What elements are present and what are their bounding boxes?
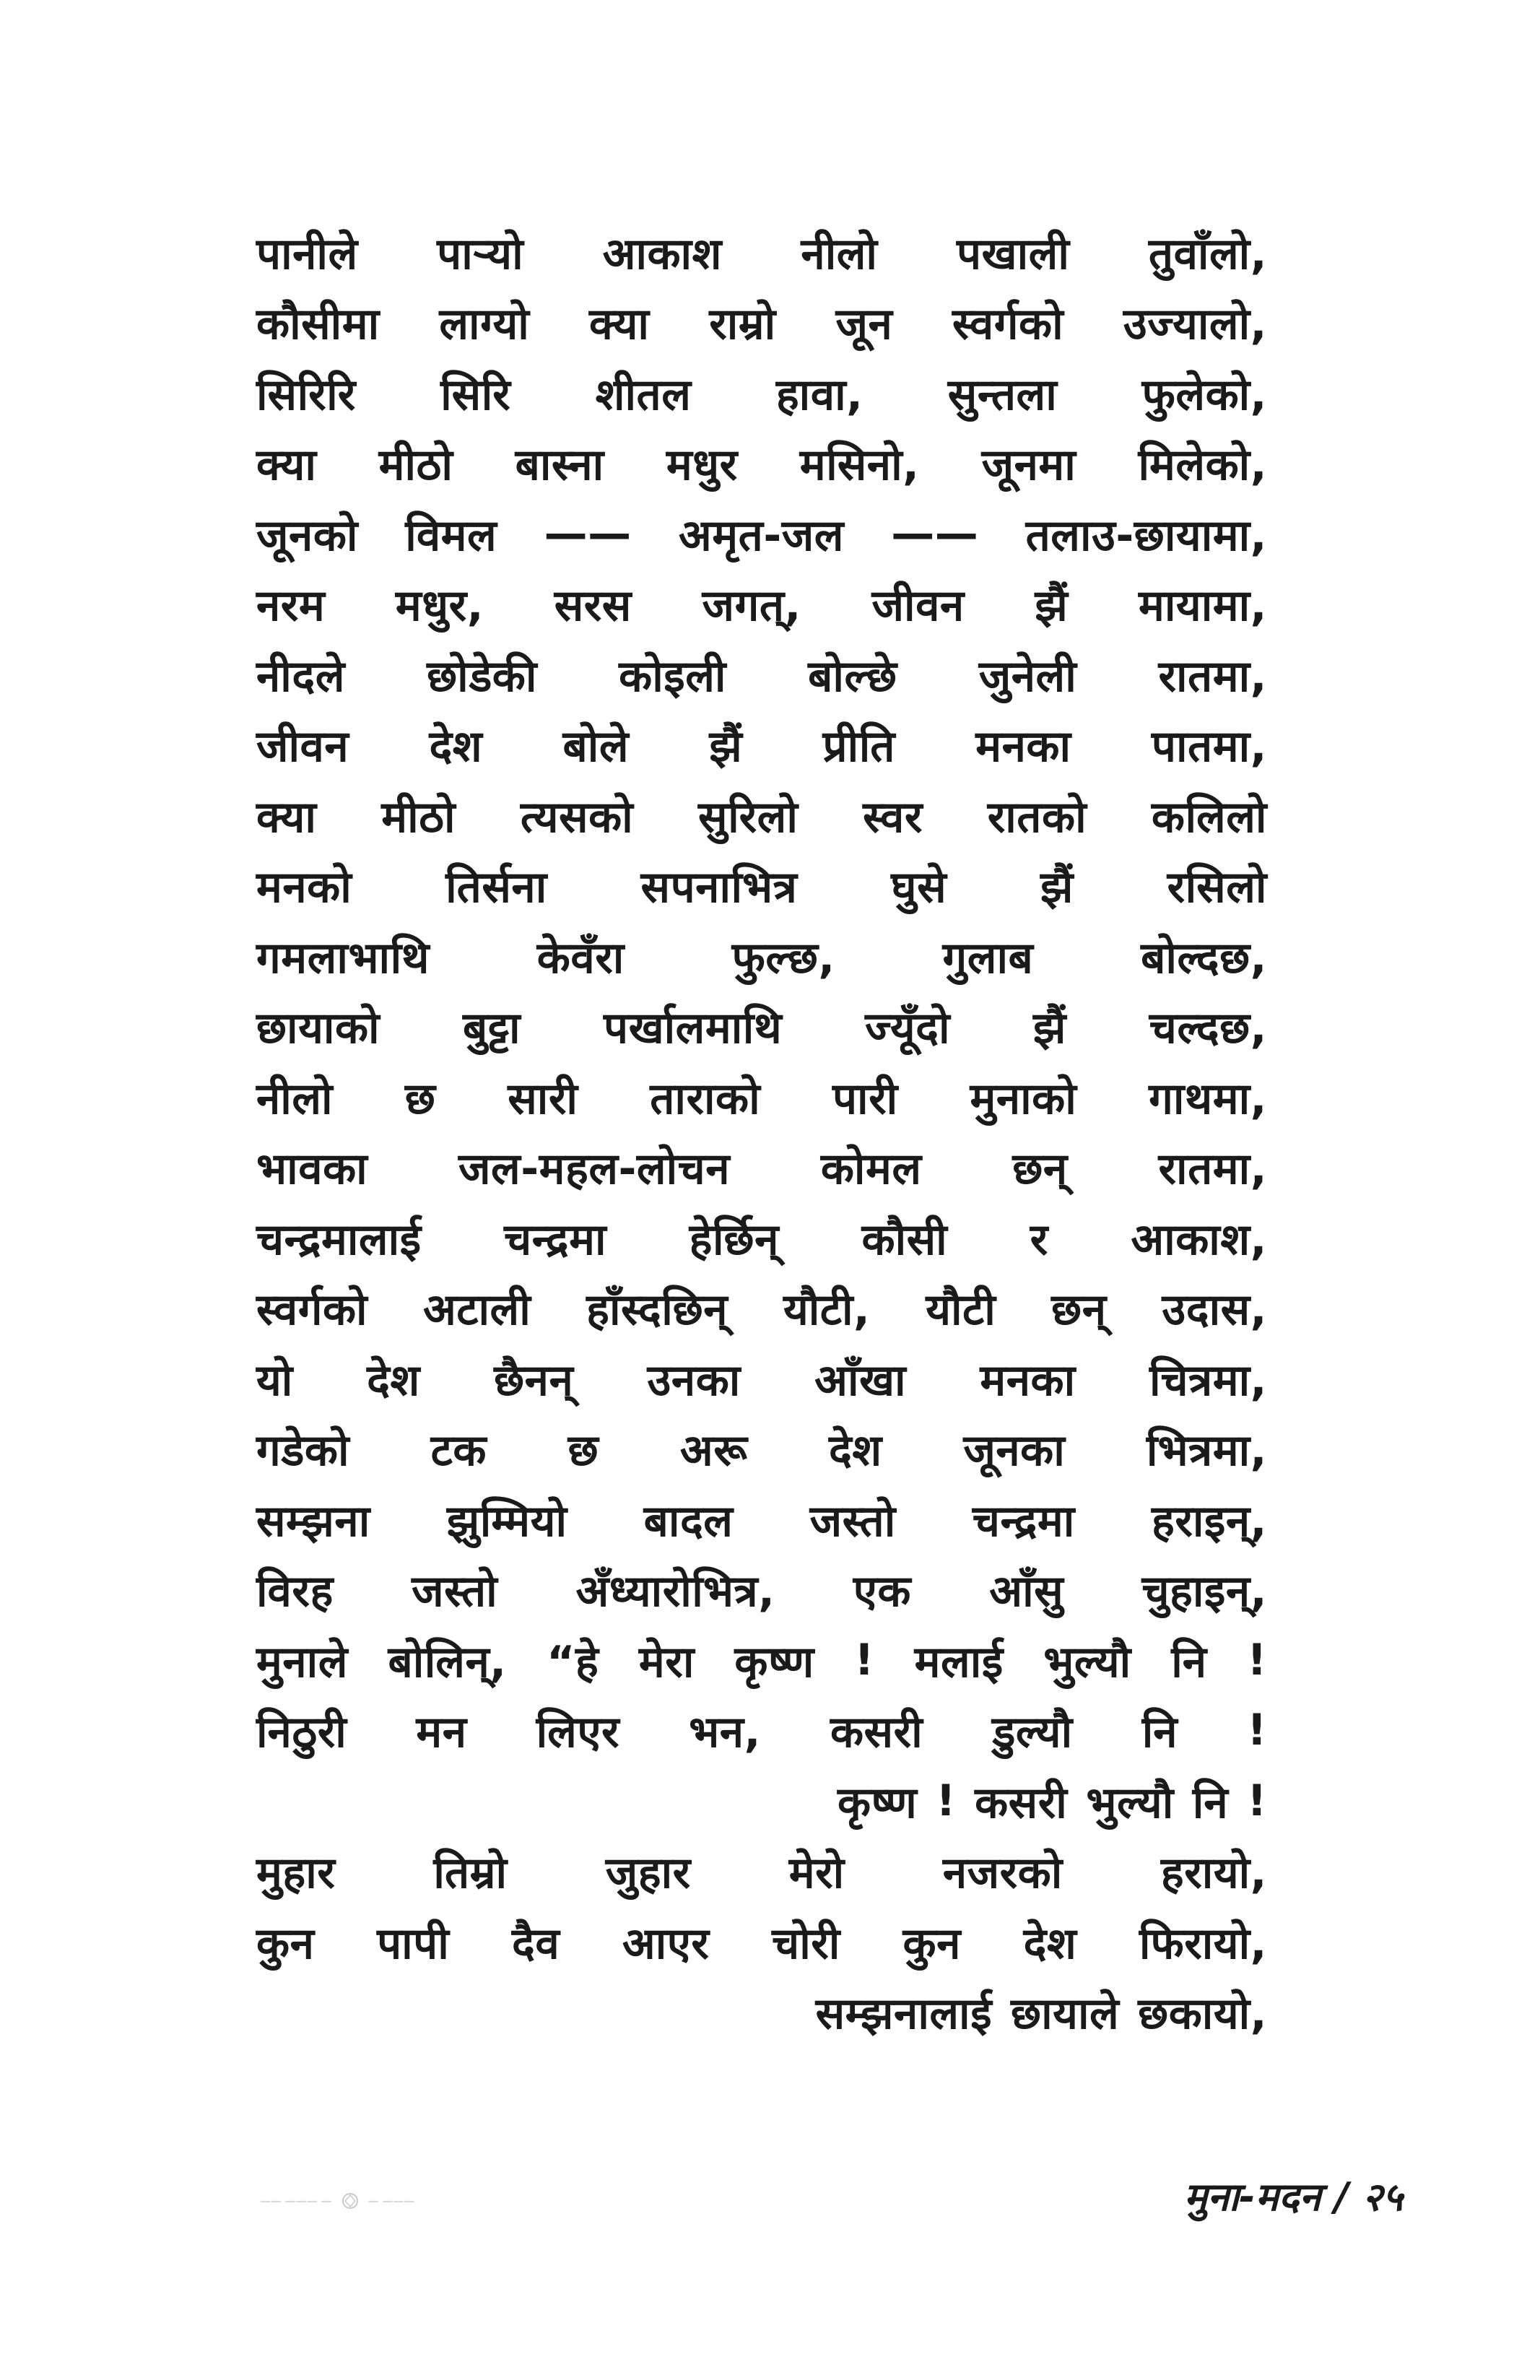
poem-word: मन [416,1707,467,1758]
poem-line [256,1836,1267,1907]
poem-line [256,1273,1267,1344]
poem-word: छैनन् [494,1355,574,1406]
poem-word: जूनमा [981,440,1076,491]
poem-word: उज्यालो, [1123,299,1267,350]
poem-word: अरू [679,1425,748,1477]
poem-word: कृष्ण [837,1777,918,1828]
poem-word: कसरी [975,1777,1068,1828]
poem-word: स्वर [863,791,923,843]
poem-word: चन्द्रमा [972,1495,1075,1547]
poem-word: कौसी [861,1214,948,1265]
poem-line [256,639,1267,710]
publisher-emblem-icon [339,2192,361,2210]
poem-word: सम्झनालाई [815,1989,993,2040]
poem-word: गडेको [256,1425,349,1477]
poem-word: पानीले [256,228,358,279]
poem-word: यौटी [926,1285,996,1336]
poem-word: बोलिन्, [388,1636,507,1688]
poem-word: मिलेको, [1138,440,1267,491]
poem-word: क्या [589,299,650,350]
poem-word: नीलो [801,228,878,279]
poem-word: सुन्तला [947,369,1058,420]
poem-word: जस्तो [809,1495,896,1547]
poem-word: आकाश, [1131,1214,1267,1265]
poem-word: क्या [256,440,317,491]
poem-word: बुट्टा [462,1003,521,1054]
poem-word: कुन [256,1918,315,1969]
poem-word: मनको [256,862,352,913]
poem-word: देश [1023,1918,1077,1969]
poem-line [256,1202,1267,1273]
poem-word: यो [256,1355,293,1406]
poem-word: दैव [511,1918,560,1969]
poem-word: पापी [377,1918,450,1969]
poem-line [256,428,1267,499]
poem-word: झैं [1035,581,1069,632]
poem-line [256,1977,1267,2048]
poem-word: हराइन्, [1151,1495,1267,1547]
poem-word: मीठो [381,791,456,843]
poem-line [256,1484,1267,1555]
poem-word: तलाउ-छायामा, [1025,510,1267,561]
poem-word: एक [853,1566,911,1617]
poem-line [256,710,1267,781]
poem-word: शीतल [595,369,692,420]
poem-line [256,357,1267,428]
poem-word: ! [1247,1705,1267,1756]
poem-word: जीवन [871,581,965,632]
poem-line [256,217,1267,287]
poem-word: जगत्, [702,581,801,632]
poem-word: चित्रमा, [1149,1355,1267,1406]
poem-word: भावका [256,1144,368,1195]
poem-word: भुल्यौ [1043,1636,1131,1688]
poem-word: हावा, [775,369,863,420]
poem-word: छ [404,1073,436,1124]
publisher-imprint [260,2192,414,2210]
poem-word: छायाको [256,1003,380,1054]
poem-word: —— [891,508,979,559]
poem-word: फुलेको, [1141,369,1267,420]
poem-line [256,921,1267,991]
poem-word: देश [429,721,483,773]
poem-word: राम्रो [709,299,776,350]
poem-word: पखाली [956,228,1070,279]
poem-word: कोमल [820,1144,922,1195]
poem-word: उदास, [1162,1285,1267,1336]
poem-word: जूनका [963,1425,1066,1477]
poem-word: ! [1247,1634,1267,1685]
poem-word: कलिलो [1151,791,1267,843]
poem-word: नि [1141,1707,1178,1758]
poem-word: मनका [975,721,1071,773]
poem-word: घुसे [891,862,947,913]
poem-word: रसिलो [1167,862,1267,913]
poem-word: स्वर्गको [256,1285,368,1336]
poem-word: हाँस्दछिन् [586,1285,728,1336]
poem-word: पातमा, [1151,721,1267,773]
poem-word: तिर्सना [445,862,547,913]
poem-word: प्रीति [822,721,895,773]
poem-word: उनका [647,1355,741,1406]
poem-word: सारी [508,1073,578,1124]
poem-word: भन, [689,1707,761,1758]
poem-line [256,287,1267,358]
poem-word: मनका [980,1355,1076,1406]
poem-word: नीदले [256,651,345,702]
poem-word: चल्दछ, [1149,1003,1267,1054]
poem-word: मीठो [378,440,453,491]
poem-word: अमृत-जल [678,510,844,561]
poem-word: टक [430,1425,487,1477]
poem-word: आकाश [602,228,722,279]
poem-word: जुहार [605,1848,691,1899]
poem-word: जुनेली [978,651,1077,702]
poem-body [256,217,1267,2047]
poem-word: नि [1171,1636,1207,1688]
poem-word: ! [936,1775,957,1826]
poem-word: गमलाभाथि [256,932,430,983]
poem-word: सिरि [440,369,511,420]
poem-word: पाऱ्यो [437,228,524,279]
poem-word: आएर [622,1918,710,1969]
poem-word: हरायो, [1160,1848,1267,1899]
poem-line [256,1906,1267,1977]
poem-word: सरस [554,581,632,632]
poem-word: छन् [1051,1285,1107,1336]
poem-word: नीलो [256,1073,334,1124]
poem-word: झुम्मियो [446,1495,567,1547]
poem-word: लिएर [536,1707,620,1758]
poem-word: छकायो, [1138,1989,1267,2040]
poem-word: सुरिलो [698,791,799,843]
poem-word: बोल्छे [808,651,897,702]
poem-word: —— [544,508,632,559]
poem-word: मुनाको [970,1073,1077,1124]
poem-word: केवँरा [536,932,625,983]
poem-word: मेरा [638,1636,695,1688]
poem-word: गाथमा, [1149,1073,1267,1124]
poem-word: बोल्दछ, [1141,932,1267,983]
poem-word: छायाले [1011,1989,1120,2040]
poem-word: निठुरी [256,1707,347,1758]
poem-word: गुलाब [942,932,1034,983]
poem-word: छोडेकी [427,651,537,702]
poem-line [256,1625,1267,1695]
poem-line [256,1555,1267,1625]
poem-word: मधुर, [395,581,484,632]
poem-word: विमल [405,510,497,561]
poem-word: जल-महल-लोचन [458,1144,731,1195]
poem-line [256,780,1267,851]
poem-word: स्वर्गको [952,299,1064,350]
poem-word: आँसु [989,1566,1064,1617]
poem-word: बादल [643,1495,734,1547]
poem-word: छन् [1012,1144,1068,1195]
poem-word: नजरको [942,1848,1063,1899]
poem-line [256,851,1267,921]
poem-word: बोले [562,721,630,773]
poem-word: नरम [256,581,326,632]
poem-word: पारी [832,1073,898,1124]
poem-word: मसिनो, [799,440,920,491]
poem-word: फिरायो, [1139,1918,1267,1969]
running-title-page-number: मुना-मदन / २५ [1183,2174,1403,2220]
poem-word: त्यसको [520,791,634,843]
poem-word: कोइली [619,651,726,702]
poem-word: जूनको [256,510,358,561]
poem-word: अँध्यारोभित्र, [575,1566,775,1617]
poem-word: कौसीमा [256,299,380,350]
publisher-imprint-text: —— ——— — [260,2194,332,2207]
poem-word: अटाली [422,1285,531,1336]
poem-line [256,1343,1267,1414]
poem-word: मुनाले [256,1636,348,1688]
poem-word: देश [367,1355,420,1406]
poem-line [256,1414,1267,1485]
poem-word: र [1030,1214,1048,1265]
poem-word: पर्खालमाथि [603,1003,783,1054]
poem-word: मलाई [914,1636,1004,1688]
poem-word: झैं [1032,1003,1066,1054]
poem-word: चन्द्रमा [504,1214,607,1265]
poem-word: रातमा, [1158,651,1267,702]
poem-word: भुल्यौ [1086,1777,1174,1828]
poem-line [256,1695,1267,1766]
poem-word: जीवन [256,721,349,773]
poem-line [256,991,1267,1062]
poem-word: मायामा, [1138,581,1267,632]
poem-word: देश [828,1425,882,1477]
poem-word: नि [1192,1777,1229,1828]
poem-word: ताराको [650,1073,761,1124]
poem-word: चोरी [772,1918,840,1969]
poem-word: डुल्यौ [992,1707,1073,1758]
poem-word: रातमा, [1158,1144,1267,1195]
poem-word: जून [835,299,893,350]
poem-word: फुल्छ, [731,932,835,983]
poem-word: सपनाभित्र [640,862,798,913]
poem-word: बास्ना [515,440,604,491]
poem-line [256,1061,1267,1132]
poem-word: मुहार [256,1848,336,1899]
poem-word: चन्द्रमालाई [256,1214,422,1265]
poem-word: यौटी, [783,1285,871,1336]
poem-word: भित्रमा, [1146,1425,1267,1477]
poem-word: “हे [547,1636,599,1688]
poem-word: सम्झना [256,1495,370,1547]
poem-word: क्या [256,791,317,843]
poem-word: आँखा [814,1355,907,1406]
publisher-imprint-text-2: — ——— [367,2194,415,2207]
poem-word: कुन [902,1918,961,1969]
poem-word: तिम्रो [433,1848,508,1899]
poem-line [256,498,1267,569]
poem-word: ! [1247,1775,1267,1826]
poem-line [256,1132,1267,1203]
poem-word: ज्यूँदो [865,1003,951,1054]
poem-line [256,569,1267,640]
poem-word: कृष्ण [734,1636,814,1688]
poem-word: मेरो [788,1848,845,1899]
poem-word: ! [854,1634,875,1685]
poem-word: लाग्यो [439,299,530,350]
poem-word: चुहाइन्, [1141,1566,1267,1617]
poem-word: झैं [1040,862,1074,913]
poem-word: मधुर [666,440,738,491]
poem-word: हेर्छिन् [689,1214,779,1265]
poem-word: सिरिरि [256,369,356,420]
poem-word: कसरी [830,1707,923,1758]
poem-word: विरह [256,1566,334,1617]
poem-line [256,1766,1267,1836]
poem-word: तुवाँलो, [1148,228,1267,279]
poem-word: झैं [709,721,743,773]
poem-word: जस्तो [412,1566,498,1617]
poem-word: छ [567,1425,599,1477]
poem-word: रातको [987,791,1087,843]
